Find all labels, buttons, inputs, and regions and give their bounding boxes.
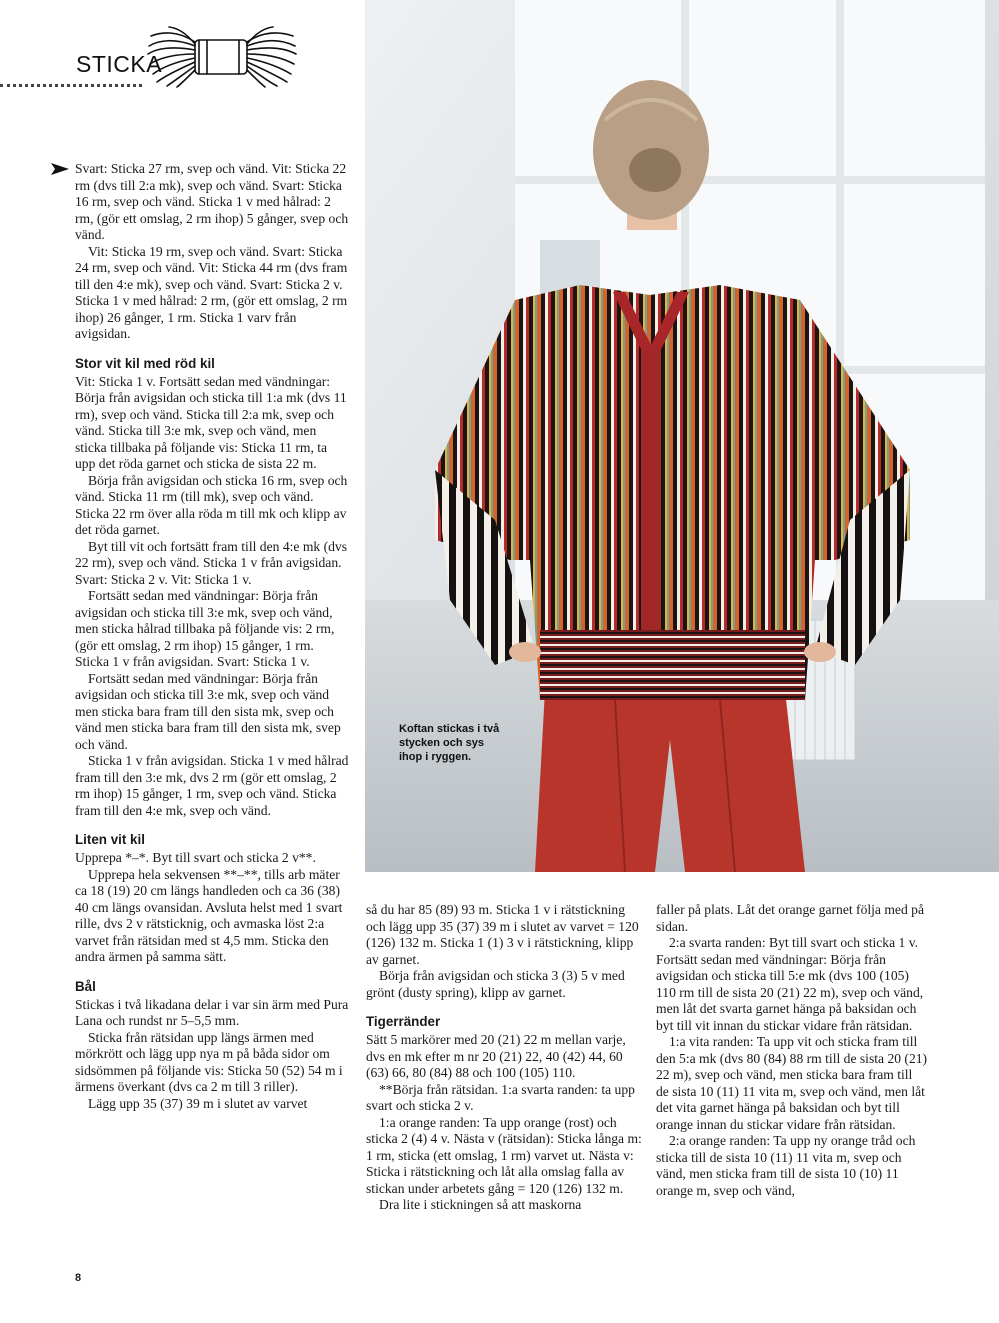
yarn-skein-icon (147, 26, 297, 88)
paragraph: Fortsätt sedan med vändningar: Börja från avigsidan och sticka till 3:e mk, svep och vänd, men sticka hålrad tillbaka på följande vis: 2 rm, (gör ett omslag, 2 rm ihop) 15 gånger, 1 rm. Sticka 1 v från avigsidan. Svart: Sticka 1 v. (75, 588, 335, 669)
text-column-3 (656, 902, 928, 1199)
paragraph: Vit: Sticka 1 v. Fortsätt sedan med vändningar: Börja från avigsidan och sticka till 1:a mk (dvs 11 rm), svep och vänd. Sticka till 2:a mk, svep och vänd. Sticka till 3:e mk, svep och vänd, men sticka tillbaka på följande vis: Sticka 11 rm, ta upp det röda garnet och sticka de sista 22 m. (75, 373, 347, 471)
paragraph: 2:a svarta randen: Byt till svart och sticka 1 v. Fortsätt sedan med vändningar: Börja från avigsidan och sticka till 5:e mk (dvs 100 (105) 110 rm till de sista 20 (21) 22 m), svep och vänd, men låt det svarta garnet hänga på baksidan och byt till vit innan du stickar vidare från rätsidan. (656, 935, 924, 1033)
paragraph: Dra lite i stickningen så att maskorna (379, 1197, 582, 1212)
paragraph: så du har 85 (89) 93 m. Sticka 1 v i rätstickning och lägg upp 35 (37) 39 m i slutet av varvet = 120 (126) 132 m. Sticka 1 (1) 3 v i rätstickning, klipp av garnet. (366, 902, 639, 967)
paragraph: Sticka 1 v från avigsidan. Sticka 1 v med hålrad fram till den 3:e mk, dvs 2 rm (gör ett omslag, 2 rm ihop) 15 gånger, 1 rm, svep och vänd. Sticka fram till den 4:e mk, svep och vänd. (75, 753, 349, 818)
dotted-divider (0, 84, 142, 87)
paragraph: **Börja från rätsidan. 1:a svarta randen: ta upp svart och sticka 2 v. (366, 1081, 635, 1113)
paragraph: faller på plats. Låt det orange garnet följa med på sidan. (656, 902, 924, 934)
text-column-1 (75, 161, 350, 1112)
section-heading: Liten vit kil (75, 832, 145, 847)
section-heading: Tigerränder (366, 1014, 441, 1029)
paragraph: Byt till vit och fortsätt fram till den 4:e mk (dvs 22 rm), svep och vänd. Sticka 1 v från avigsidan. Svart: Sticka 2 v. Vit: Sticka 1 v. (75, 538, 347, 587)
paragraph: Fortsätt sedan med vändningar: Börja från avigsidan och sticka till 3:e mk, svep och vänd men sticka bara fram till den sista mk, svep och vänd men sticka bara fram till den sista mk, svep och vänd. (75, 670, 341, 752)
paragraph: Lägg upp 35 (37) 39 m i slutet av varvet (88, 1095, 308, 1111)
paragraph: 2:a orange randen: Ta upp ny orange tråd och sticka till de sista 10 (11) 11 vita m, svep och vänd, men sticka fram till de sista 10 (10) 11 orange m, svep och vänd, (656, 1133, 916, 1198)
paragraph: Stickas i två likadana delar i var sin ärm med Pura Lana och rundst nr 5–5,5 mm. (75, 996, 349, 1028)
section-header (0, 0, 365, 100)
paragraph: Sticka från rätsidan upp längs ärmen med mörkrött och lägg upp nya m på båda sidor om sidsömmen på följande vis: Sticka 50 (52) 54 m i ärmens överkant (dvs ca 2 m till 3 riller). (75, 1029, 343, 1094)
section-heading: Stor vit kil med röd kil (75, 355, 215, 371)
photo-caption: Koftan stickas i två stycken och sys ihop i ryggen. (399, 723, 500, 763)
paragraph: Vit: Sticka 19 rm, svep och vänd. Svart: Sticka 24 rm, svep och vänd. Vit: Sticka 44 rm (dvs fram till den 4:e mk), svep och vänd. Svart: Sticka 2 v. Sticka 1 v med hålrad: 2 rm, (gör ett omslag, 2 rm ihop) 26 gånger, 1 rm. Sticka 1 varv från avigsidan. (75, 243, 348, 341)
paragraph: Sätt 5 markörer med 20 (21) 22 m mellan varje, dvs en mk efter m nr 20 (21) 22, 40 (42) 44, 60 (63) 66, 80 (84) 88 och 100 (105) 110. (366, 1032, 626, 1080)
paragraph: Börja från avigsidan och sticka 3 (3) 5 v med grönt (dusty spring), klipp av garnet. (366, 968, 625, 1000)
continuation-arrow-icon (50, 162, 70, 176)
section-label: STICKA (76, 51, 163, 77)
paragraph: Upprepa *–*. Byt till svart och sticka 2 v**. (75, 850, 316, 865)
text-column-2 (366, 902, 642, 1214)
page-number: 8 (75, 1272, 82, 1284)
paragraph: Upprepa hela sekvensen **–**, tills arb mäter ca 18 (19) 20 cm längs handleden och ca 36 (38) 40 cm längs ovansidan. Avsluta helst med 1 svart rille, dvs 2 v rätsticknig, och avmaska löst 2:a varvet från rätsidan med st 4,5 mm. Sticka den andra ärmen på samma sätt. (75, 866, 343, 964)
section-heading: Bål (75, 978, 96, 994)
paragraph: Svart: Sticka 27 rm, svep och vänd. Vit: Sticka 22 rm (dvs till 2:a mk), svep och vänd. Svart: Sticka 16 rm, svep och vänd. Sticka 1 v med hålrad: 2 rm, (gör ett omslag, 2 rm ihop) 5 gånger, svep och vänd. (75, 161, 349, 242)
paragraph: 1:a orange randen: Ta upp orange (rost) och sticka 2 (4) 4 v. Nästa v (rätsidan): Sticka långa m: 1 rm, sticka (ett omslag, 1 rm) varvet ut. Nästa v: Sticka i rätstickning och låt alla omslag falla av stickan under arbetets gång = 120 (126) 132 m. (366, 1114, 642, 1196)
paragraph: Börja från avigsidan och sticka 16 rm, svep och vänd. Sticka 11 rm (till mk), svep och vänd. Sticka 22 rm över alla röda m till mk och klipp av det röda garnet. (75, 472, 348, 537)
paragraph: 1:a vita randen: Ta upp vit och sticka fram till den 5:a mk (dvs 80 (84) 88 rm till de sista 20 (21) 22 m), svep och vänd, men sticka bara fram till de sista 10 (11) 11 vita m, svep och vänd, men låt det vita garnet hänga på baksidan och byt till orange innan du stickar vidare från rätsidan. (656, 1034, 928, 1132)
